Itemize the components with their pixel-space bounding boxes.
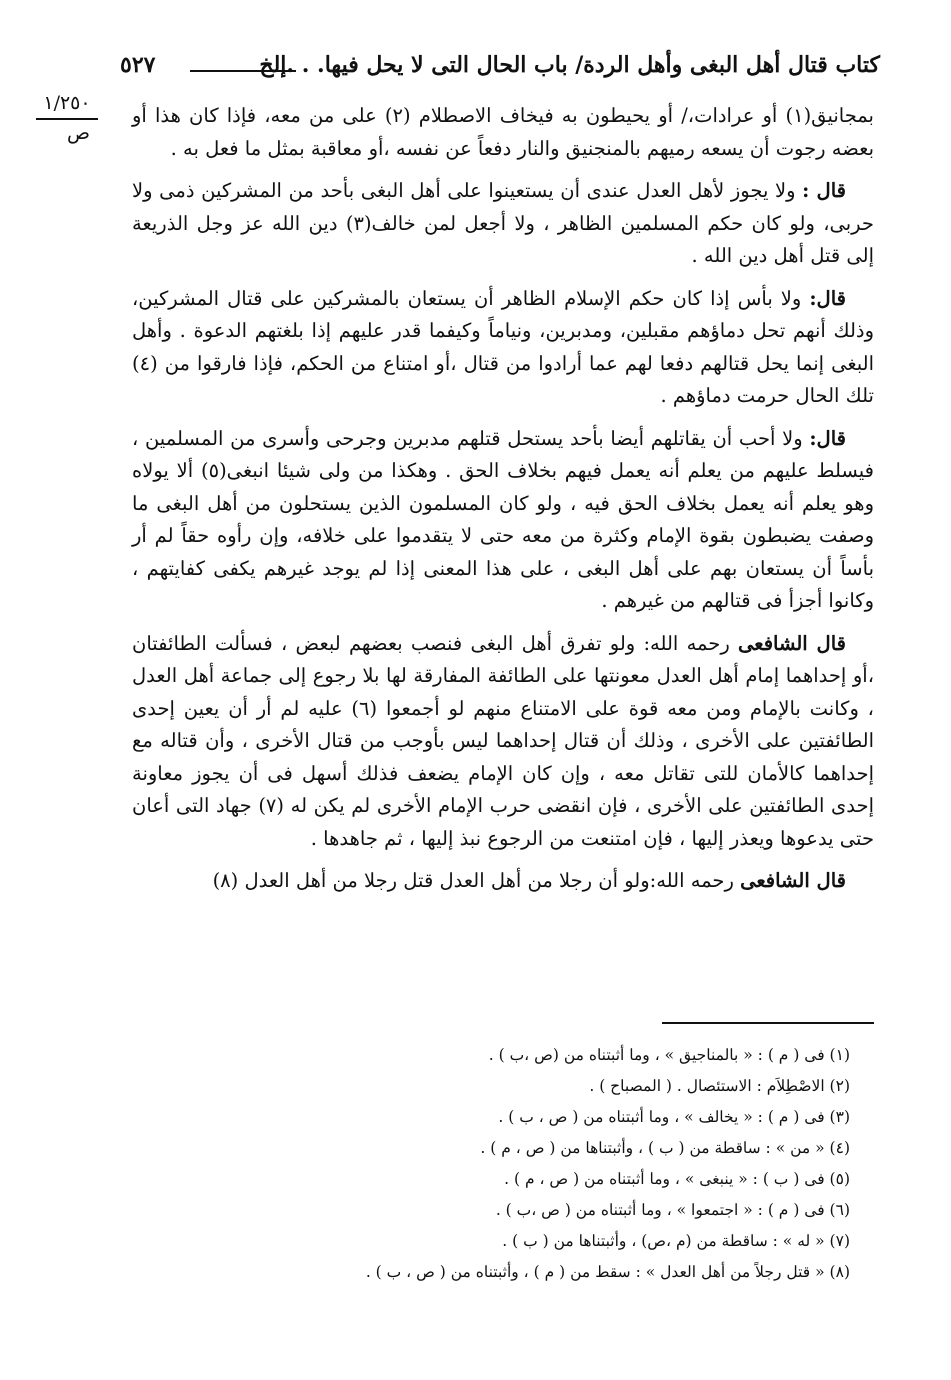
footnote-3: (٣) فى ( م ) : « يخالف » ، وما أثبتناه من ( ص ، ب ) . bbox=[498, 1108, 850, 1126]
footnote-1: (١) فى ( م ) : « بالمناجيق » ، وما أثبتناه من (ص ،ب ) . bbox=[488, 1046, 850, 1064]
footnotes bbox=[132, 1040, 874, 1288]
page-number: ٥٢٧ bbox=[120, 52, 156, 78]
paragraph-3 bbox=[132, 283, 874, 413]
paragraph-lead: قال: bbox=[809, 426, 846, 450]
footnote-8: (٨) « قتل رجلاً من أهل العدل » : سقط من ( م ) ، وأثبتناه من ( ص ، ب ) . bbox=[365, 1263, 850, 1281]
paragraph-lead: قال الشافعى bbox=[738, 631, 846, 655]
paragraph-1 bbox=[132, 100, 874, 165]
paragraph-text: ولا بأس إذا كان حكم الإسلام الظاهر أن يستعان بالمشركين على قتال المشركين، وذلك أنهم تحل دماؤهم مقبلين، ومدبرين، ونياماً وكيفما قدر عليهم إذا بلغتهم الدعوة . وأهل البغى إنما يحل قتالهم دفعا لهم عما أرادوا من قتال ،أو امتناع من الحكم، فإذا فارقوا من (٤) تلك الحال حرمت دماؤهم . bbox=[132, 286, 874, 407]
footnote-separator bbox=[662, 1022, 874, 1024]
footnote-7: (٧) « له » : ساقطة من (م ،ص) ، وأثبتناها من ( ب ) . bbox=[502, 1232, 850, 1250]
footnote-2: (٢) الاصْطِلاَم : الاستئصال . ( المصباح ) . bbox=[589, 1077, 850, 1095]
footnote-4: (٤) « من » : ساقطة من ( ب ) ، وأثبتناها من ( ص ، م ) . bbox=[480, 1139, 850, 1157]
paragraph-lead: قال الشافعى bbox=[740, 869, 846, 892]
paragraph-text: رحمه الله: ولو تفرق أهل البغى فنصب بعضهم لبعض ، فسألت الطائفتان ،أو إحداهما إمام أهل العدل معونتها على الطائفة المفارقة لها بلا رجوع إلى جماعة أهل العدل ، وكانت بالإمام ومن معه قوة على الامتناع منهم لو أجمعوا (٦) عليه لم أر أن يعين إحدى الطائفتين على الأخرى ، وذلك أن قتال إحداهما ليس بأوجب من قتال الأخرى ، وأن قتاله مع إحداهما كالأمان للتى تقاتل معه ، وإن كان الإمام يضعف فذلك أسهل فى أن يجوز معاونة إحدى الطائفتين على الأخرى ، فإن انقضى حرب الإمام الأخرى لم يكن له (٧) جهاد التى أعان حتى يدعوها ويعذر إليها ، فإن امتنعت من الرجوع نبذ إليها ، ثم جاهدها . bbox=[132, 631, 874, 850]
header-rule bbox=[190, 70, 296, 72]
header-title: كتاب قتال أهل البغى وأهل الردة/ باب الحال التى لا يحل فيها. . .إلخ bbox=[259, 52, 880, 78]
paragraph-4 bbox=[132, 423, 874, 618]
paragraph-text: ولا أحب أن يقاتلهم أيضا بأحد يستحل قتلهم مدبرين وجرحى وأسرى من المسلمين ، فيسلط عليهم من يعلم أنه يعمل فيهم بخلاف الحق . وهكذا من ولى شيئا انبغى(٥) ألا يولاه وهو يعلم أنه يعمل بخلاف الحق فيه ، ولو كان المسلمون الذين يستحلون من أهل البغى ما وصفت يضبطون بقوة الإمام وكثرة من معه حتى لا يتقدموا على خلافه، وإن رأوه حقاً لم أر بأساً أن يستعان بهم على أهل البغى ، على هذا المعنى إذا لم يوجد غيرهم يكفى كفايتهم ، وكانوا أجزأ فى قتالهم من غيرهم . bbox=[132, 426, 875, 612]
paragraph-lead: قال : bbox=[802, 179, 846, 202]
footnote-6: (٦) فى ( م ) : « اجتمعوا » ، وما أثبتناه من ( ص ،ب ) . bbox=[495, 1201, 850, 1219]
paragraph-text: بمجانيق(١) أو عرادات،/ أو يحيطون به فيخاف الاصطلام (٢) على من معه، فإذا كان هذا أو بعضه رجوت أن يسعه رميهم بالمنجنيق والنار دفعاً عن نفسه ،أو معاقبة بمثل ما فعل به . bbox=[132, 104, 874, 160]
paragraph-6 bbox=[132, 865, 874, 898]
paragraph-text: ولا يجوز لأهل العدل عندى أن يستعينوا على أهل البغى بأحد من المشركين ذمى ولا حربى، ولو كان حكم المسلمين الظاهر ، ولا أجعل لمن خالف(٣) دين الله عز وجل الذريعة إلى قتل أهل دين الله . bbox=[132, 179, 874, 267]
paragraph-text: رحمه الله:ولو أن رجلا من أهل العدل قتل رجلا من أهل العدل (٨) bbox=[212, 869, 741, 892]
paragraph-2 bbox=[132, 175, 874, 273]
paragraph-5 bbox=[132, 628, 874, 856]
running-header bbox=[120, 52, 880, 88]
manuscript-margin-reference bbox=[36, 92, 98, 144]
paragraph-lead: قال: bbox=[809, 286, 846, 310]
footnote-5: (٥) فى ( ب ) : « ينبغى » ، وما أثبتناه من ( ص ، م ) . bbox=[504, 1170, 850, 1188]
main-text bbox=[132, 100, 874, 908]
margin-ref-rule bbox=[36, 118, 98, 120]
margin-ref-folio: ١/٢٥٠ bbox=[43, 92, 91, 114]
margin-ref-source: ص bbox=[67, 122, 90, 144]
